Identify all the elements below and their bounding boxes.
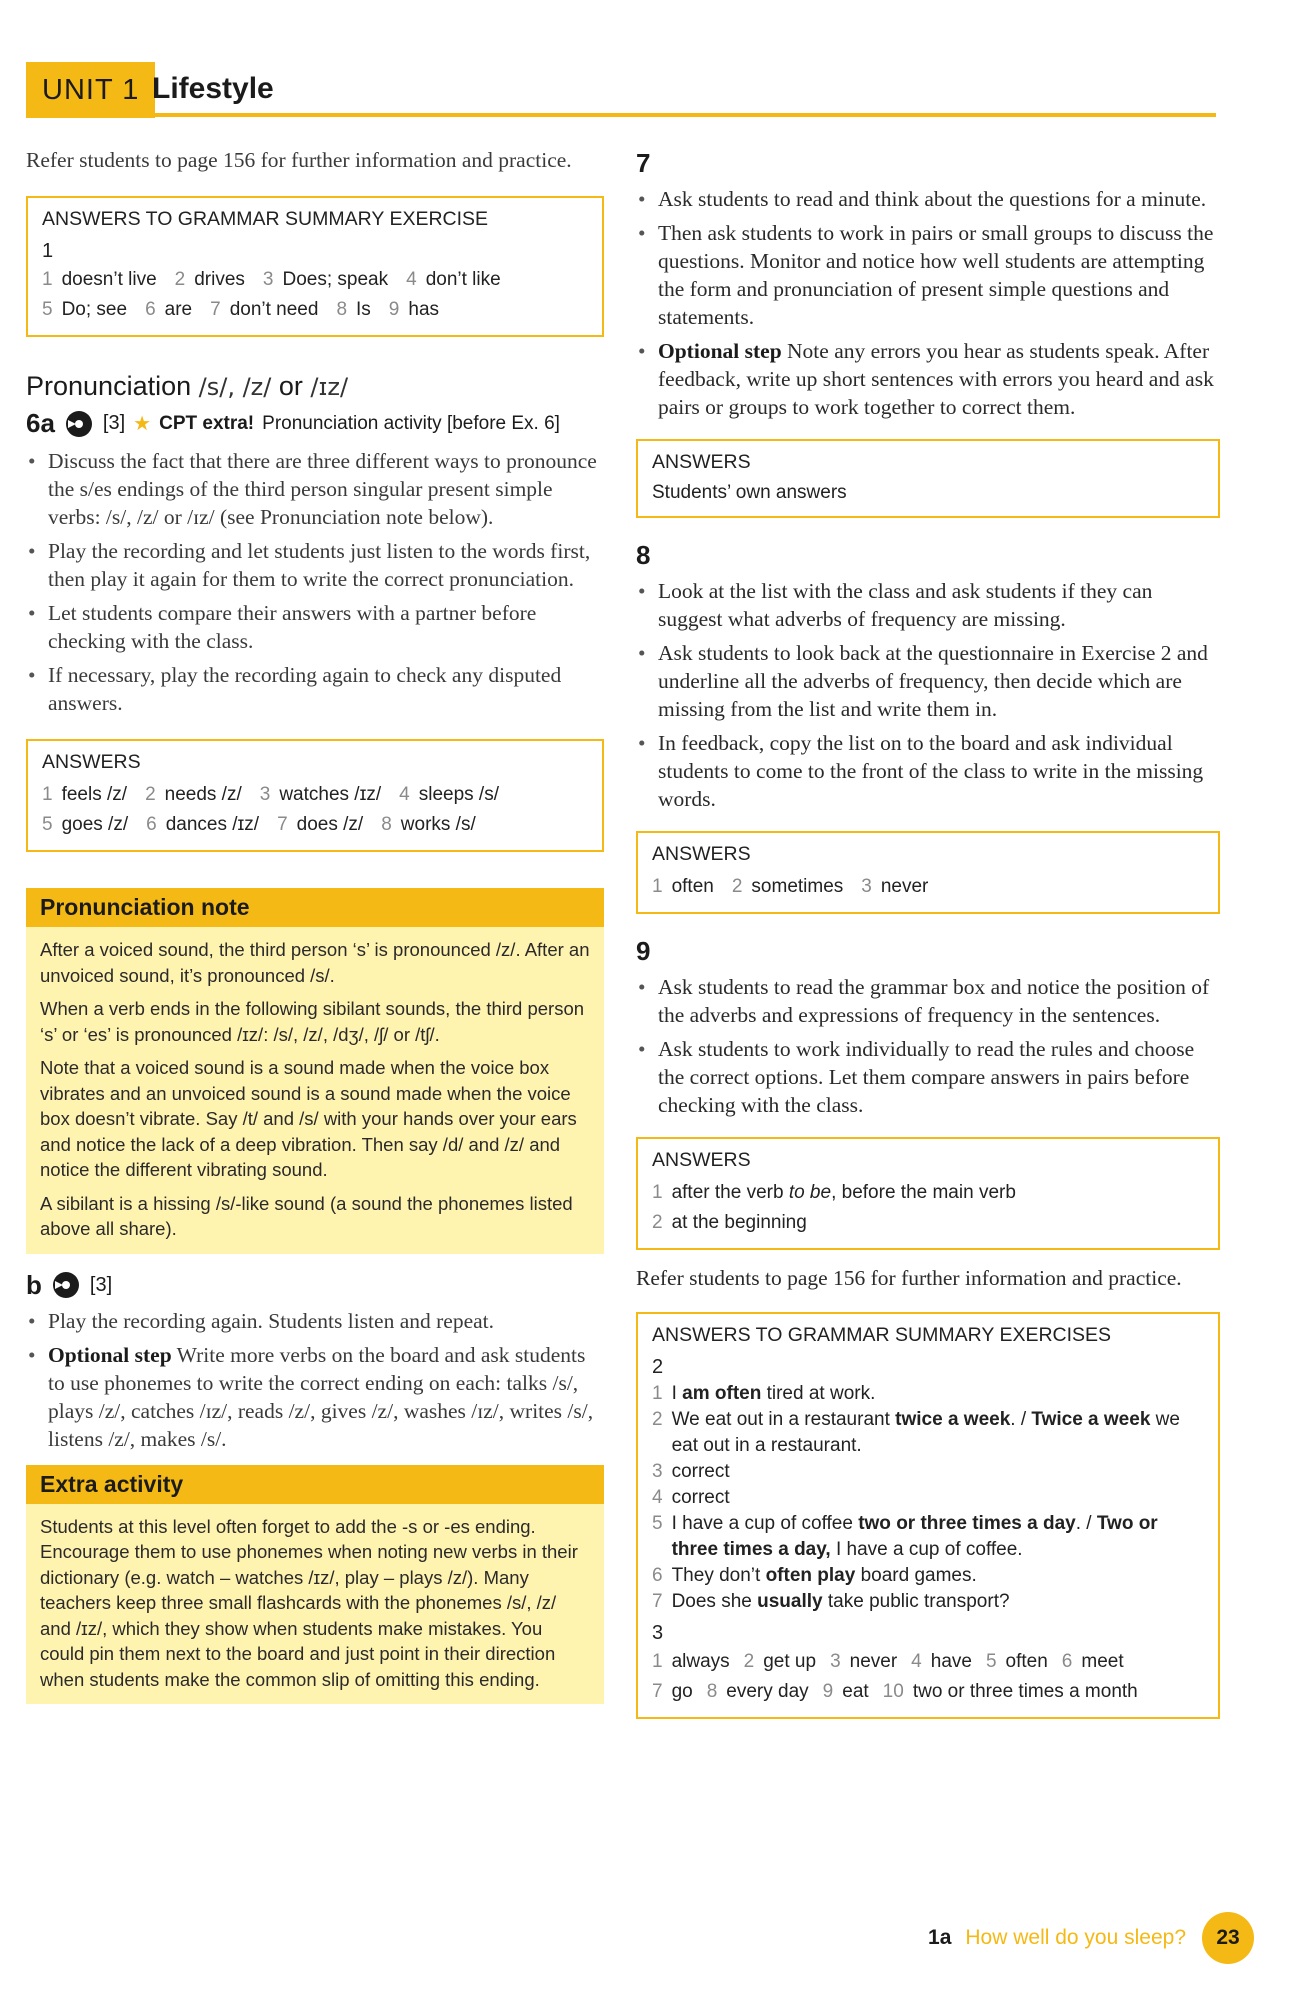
note-paragraph: A sibilant is a hissing /s/-like sound (a sound the phonemes listed above all share). bbox=[40, 1192, 573, 1239]
lesson-title: How well do you sleep? bbox=[965, 1926, 1186, 1949]
answer-item: 7 go bbox=[652, 1681, 693, 1702]
star-icon: ★ bbox=[133, 413, 152, 435]
answer-row bbox=[42, 265, 588, 295]
refer-text: Refer students to page 156 for further information and practice. bbox=[636, 1266, 1182, 1290]
note-body bbox=[26, 927, 604, 1254]
list-item: • Ask students to work individually to read the rules and choose the correct options. Let them compare answers in pairs before checking with the class. bbox=[636, 1035, 1220, 1119]
answers-7-box bbox=[636, 439, 1220, 518]
list-item: • Play the recording and let students just listen to the words first, then play it again for them to write the correct pronunciation. bbox=[26, 537, 604, 593]
note-paragraph: Note that a voiced sound is a sound made when the voice box vibrates and an unvoiced sound is a sound made when the voice box doesn’t vibrate. Say /t/ and /s/ with your hands over your ears and notice the lack of a deep vibration. Then say /d/ and /z/ and notice the different vibrating sound. bbox=[40, 1057, 577, 1180]
intro-text: Refer students to page 156 for further information and practice. bbox=[26, 148, 572, 172]
list-item: • Ask students to read and think about the questions for a minute. bbox=[636, 185, 1220, 213]
section-number: 3 bbox=[652, 1622, 664, 1644]
answer-line: 5 I have a cup of coffee two or three times a day. / Two or three times a day, I have a cup of coffee. bbox=[652, 1513, 1158, 1560]
answer-line: 6 They don’t often play board games. bbox=[652, 1565, 977, 1586]
list-item: • Discuss the fact that there are three different ways to pronounce the s/es endings of the third person singular present simple verbs: /s/, /z/ or /ɪz/ (see Pronunciation note below). bbox=[26, 447, 604, 531]
answer-line: 3 correct bbox=[652, 1461, 730, 1482]
cd-audio-icon bbox=[65, 410, 93, 438]
answers-title: ANSWERS TO GRAMMAR SUMMARY EXERCISE bbox=[42, 208, 489, 230]
answer-item: 6 are bbox=[145, 299, 193, 320]
answer-row bbox=[652, 872, 1204, 902]
answer-item: 1 always bbox=[652, 1651, 730, 1672]
exercise-8-steps bbox=[636, 577, 1220, 813]
answer-line: 1 I am often tired at work. bbox=[652, 1383, 876, 1404]
note-paragraph: After a voiced sound, the third person ‘s’ is pronounced /z/. After an unvoiced sound, it’s pronounced /s/. bbox=[40, 939, 590, 986]
answer-item: 6 dances /ɪz/ bbox=[146, 814, 260, 835]
grammar-summary-answers bbox=[26, 196, 604, 337]
answer-item: 2 drives bbox=[174, 269, 245, 290]
answer-item: 1 feels /z/ bbox=[42, 784, 128, 805]
exercise-7-number: 7 bbox=[636, 148, 651, 178]
answers-title: ANSWERS bbox=[652, 843, 751, 865]
answer-line: 4 correct bbox=[652, 1487, 730, 1508]
answer-line: 1 after the verb to be, before the main verb bbox=[652, 1182, 1016, 1203]
list-item: • Let students compare their answers with a partner before checking with the class. bbox=[26, 599, 604, 655]
extra-title: Extra activity bbox=[26, 1465, 604, 1504]
answer-item: 6 meet bbox=[1061, 1651, 1124, 1672]
header-rule bbox=[26, 113, 1216, 117]
answers-9-box bbox=[636, 1137, 1220, 1250]
answer-item: 2 get up bbox=[743, 1651, 817, 1672]
unit-title: Lifestyle bbox=[152, 72, 274, 105]
answer-row bbox=[42, 780, 588, 810]
exercise-b-heading: b [3] bbox=[26, 1269, 113, 1300]
cd-audio-icon bbox=[52, 1271, 80, 1299]
answer-item: 1 often bbox=[652, 876, 714, 897]
extra-activity bbox=[26, 1465, 604, 1705]
answer-row bbox=[42, 810, 588, 840]
list-item: • In feedback, copy the list on to the board and ask individual students to come to the front of the class to write in the missing words. bbox=[636, 729, 1220, 813]
answer-item: 8 works /s/ bbox=[381, 814, 476, 835]
list-item: • Ask students to look back at the questionnaire in Exercise 2 and underline all the adverbs of frequency, then decide which are missing from the list and write them in. bbox=[636, 639, 1220, 723]
answer-item: 5 often bbox=[985, 1651, 1048, 1672]
answer-line: 2 at the beginning bbox=[652, 1212, 807, 1233]
list-item: • Optional step Write more verbs on the board and ask students to use phonemes to write the correct ending on each: talks /s/, plays /z/, catches /ɪz/, reads /z/, gives /z/, washes /ɪz/, writes /s/, listens /z/, makes /s/. bbox=[26, 1341, 604, 1453]
grammar-summary-answers-2 bbox=[636, 1312, 1220, 1719]
answer-item: 2 needs /z/ bbox=[145, 784, 242, 805]
answer-item: 10 two or three times a month bbox=[882, 1681, 1138, 1702]
exercise-9-steps bbox=[636, 973, 1220, 1119]
extra-body: Students at this level often forget to add the -s or -es ending. Encourage them to use phonemes when noting new verbs in their dictionary (e.g. watch – watches /ɪz/, play – plays /z/). Many teachers keep three small flashcards with the phonemes /s/, /z/ and /ɪz/, which they show when students make mistakes. You could pin them next to the board and just point in their direction when students make the common slip of omitting this ending. bbox=[40, 1515, 578, 1690]
pronunciation-note bbox=[26, 888, 604, 1254]
answer-row bbox=[652, 1677, 1204, 1707]
exercise-6a-heading: 6a [3] ★ CPT extra! Pronunciation activity [before Ex. 6] bbox=[26, 408, 560, 438]
section-number: 2 bbox=[652, 1356, 664, 1378]
answer-item: 7 does /z/ bbox=[277, 814, 364, 835]
pronunciation-heading: Pronunciation /s/, /z/ or /ɪz/ bbox=[26, 371, 349, 401]
list-item: • Then ask students to work in pairs or small groups to discuss the questions. Monitor and notice how well students are attempting the form and pronunciation of present simple questions and statements. bbox=[636, 219, 1220, 331]
answer-item: 2 sometimes bbox=[731, 876, 844, 897]
answer-item: 3 never bbox=[861, 876, 929, 897]
section-number: 1 bbox=[42, 240, 54, 262]
answer-text: Students’ own answers bbox=[652, 482, 847, 503]
exercise-6a-steps bbox=[26, 447, 604, 717]
list-item: • Look at the list with the class and ask students if they can suggest what adverbs of frequency are missing. bbox=[636, 577, 1220, 633]
answers-title: ANSWERS bbox=[652, 1149, 751, 1171]
note-title: Pronunciation note bbox=[26, 888, 604, 927]
answer-item: 3 never bbox=[830, 1651, 898, 1672]
answer-item: 9 has bbox=[388, 299, 440, 320]
answer-line: 7 Does she usually take public transport? bbox=[652, 1591, 1010, 1612]
answer-row bbox=[652, 1647, 1204, 1677]
answer-line: 2 We eat out in a restaurant twice a week. / Twice a week we eat out in a restaurant. bbox=[652, 1409, 1180, 1456]
answer-item: 7 don’t need bbox=[210, 299, 319, 320]
answer-item: 5 Do; see bbox=[42, 299, 128, 320]
note-paragraph: When a verb ends in the following sibilant sounds, the third person ‘s’ or ‘es’ is pronounced /ɪz/: /s/, /z/, /dʒ/, /ʃ/ or /tʃ/. bbox=[40, 998, 585, 1045]
list-item: • If necessary, play the recording again to check any disputed answers. bbox=[26, 661, 604, 717]
list-item: • Play the recording again. Students listen and repeat. bbox=[26, 1307, 604, 1335]
answer-item: 1 doesn’t live bbox=[42, 269, 157, 290]
exercise-b-steps bbox=[26, 1307, 604, 1453]
answer-item: 8 Is bbox=[336, 299, 371, 320]
right-column bbox=[636, 140, 1220, 1719]
answers-8-box bbox=[636, 831, 1220, 914]
exercise-9-number: 9 bbox=[636, 936, 651, 966]
answers-6a-box bbox=[26, 739, 604, 852]
page-number: 23 bbox=[1202, 1912, 1254, 1964]
answers-title: ANSWERS bbox=[42, 751, 141, 773]
answer-item: 5 goes /z/ bbox=[42, 814, 129, 835]
left-column bbox=[26, 140, 604, 1704]
lesson-label: 1a bbox=[928, 1926, 952, 1949]
answer-item: 4 have bbox=[911, 1651, 972, 1672]
exercise-8-number: 8 bbox=[636, 540, 651, 570]
answer-item: 4 don’t like bbox=[406, 269, 501, 290]
answers-title: ANSWERS bbox=[652, 451, 751, 473]
unit-label: UNIT 1 bbox=[26, 62, 155, 118]
exercise-7-steps bbox=[636, 185, 1220, 421]
answer-item: 3 Does; speak bbox=[262, 269, 389, 290]
answer-item: 3 watches /ɪz/ bbox=[259, 784, 382, 805]
list-item: • Optional step Note any errors you hear as students speak. After feedback, write up short sentences with errors you heard and ask pairs or groups to work together to correct them. bbox=[636, 337, 1220, 421]
answers-title: ANSWERS TO GRAMMAR SUMMARY EXERCISES bbox=[652, 1324, 1112, 1346]
list-item: • Ask students to read the grammar box and notice the position of the adverbs and expressions of frequency in the sentences. bbox=[636, 973, 1220, 1029]
answer-item: 9 eat bbox=[822, 1681, 869, 1702]
page-footer bbox=[928, 1912, 1254, 1964]
answer-item: 8 every day bbox=[706, 1681, 809, 1702]
answer-item: 4 sleeps /s/ bbox=[399, 784, 499, 805]
answer-row bbox=[42, 295, 588, 325]
